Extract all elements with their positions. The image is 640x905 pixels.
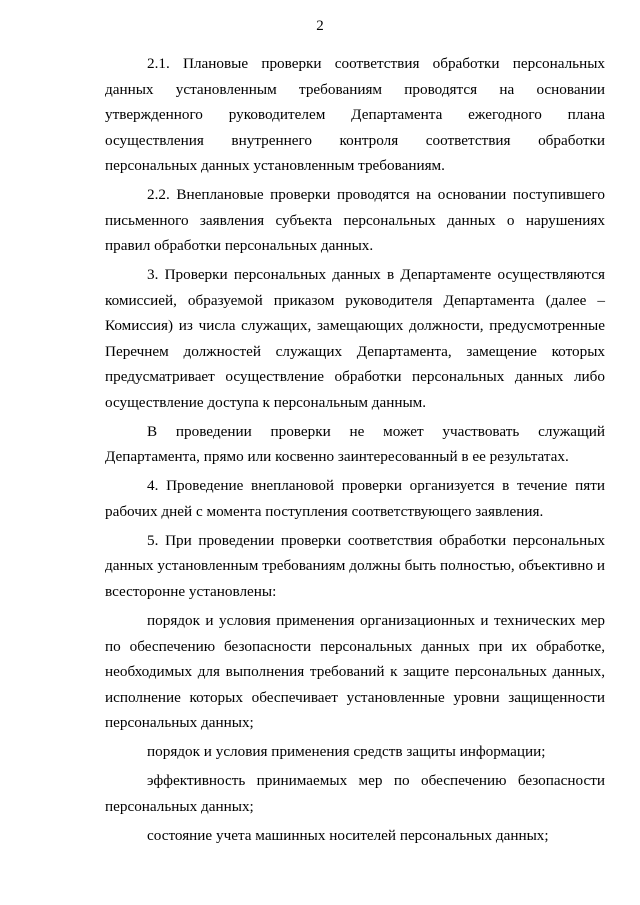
- paragraph-3: 3. Проверки персональных данных в Департаменте осуществляются комиссией, образуемой приказом руководителя Департамента (далее – Комиссия) из числа служащих, замещающих должности, предусмотренные Перечнем должностей служащих Департамента, замещение которых предусматривает осуществление обработки персональных данных либо осуществление доступа к персональным данным.: [105, 266, 605, 411]
- paragraph-2-2: 2.2. Внеплановые проверки проводятся на основании поступившего письменного заявления субъекта персональных данных о нарушениях правил обработки персональных данных.: [105, 186, 605, 255]
- list-item-effectiveness: эффективность принимаемых мер по обеспечению безопасности персональных данных;: [105, 772, 605, 815]
- paragraph-3-note: В проведении проверки не может участвовать служащий Департамента, прямо или косвенно заинтересованный в ее результатах.: [105, 422, 605, 466]
- paragraph-4: 4. Проведение внеплановой проверки организуется в течение пяти рабочих дней с момента поступления соответствующего заявления.: [105, 477, 605, 520]
- list-item-media-accounting: состояние учета машинных носителей персональных данных;: [147, 826, 549, 844]
- list-item-protection-tools: порядок и условия применения средств защиты информации;: [147, 743, 546, 761]
- paragraph-5: 5. При проведении проверки соответствия обработки персональных данных установленным требованиям должны быть полностью, объективно и всесторонне установлены:: [105, 531, 605, 600]
- list-item-measures: порядок и условия применения организационных и технических мер по обеспечению безопасности персональных данных при их обработке, необходимых для выполнения требований к защите персональных данных, исполнение которых обеспечивает установленные уровни защищенности персональных данных;: [105, 612, 605, 732]
- document-body: [105, 51, 605, 852]
- paragraph-2-1: 2.1. Плановые проверки соответствия обработки персональных данных установленным требованиям проводятся на основании утвержденного руководителем Департамента ежегодного плана осуществления внутреннего контроля соответствия обработки персональных данных установленным требованиям.: [105, 55, 605, 174]
- page-number: 2: [316, 18, 324, 34]
